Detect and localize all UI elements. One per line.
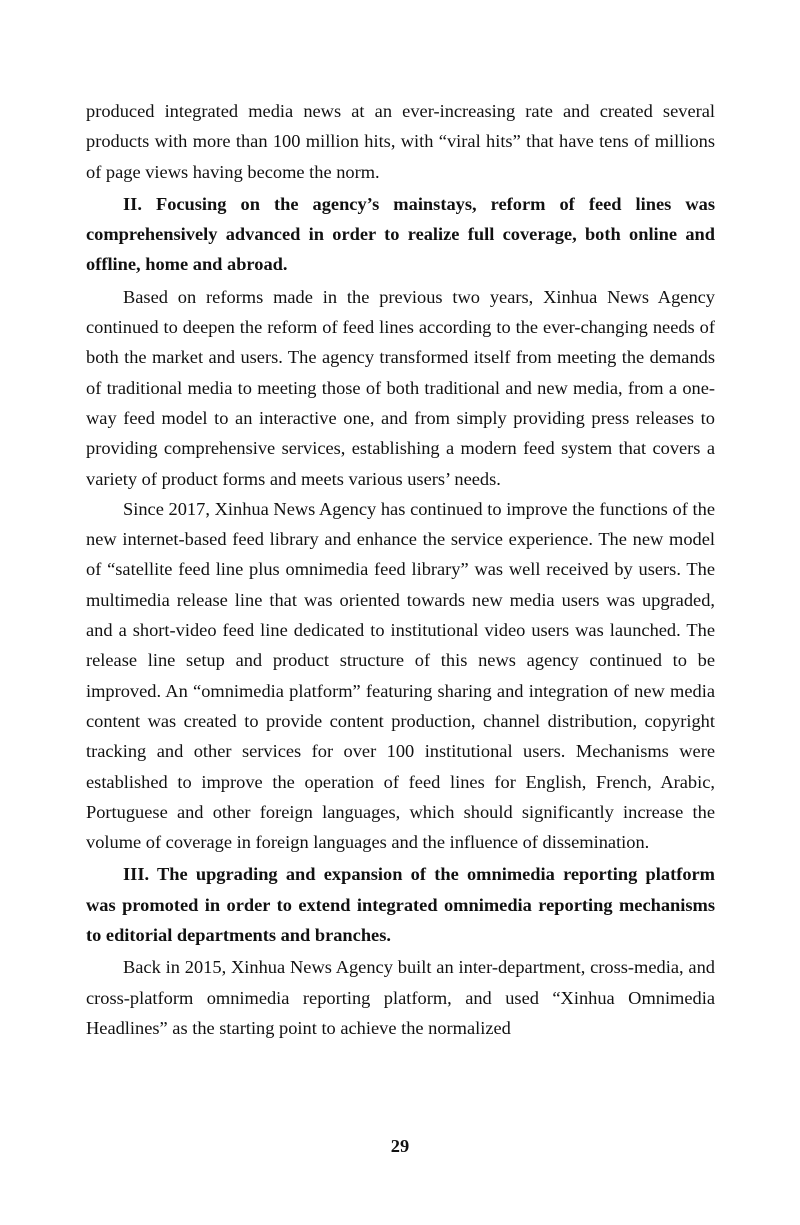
- paragraph-since-2017: Since 2017, Xinhua News Agency has continued to improve the functions of the new internet-based feed library and enhance the service experience. The new model of “satellite feed line plus omnimedia feed library” was well received by users. The multimedia release line that was oriented towards new media users was upgraded, and a short-video feed line dedicated to institutional video users was launched. The release line setup and product structure of this news agency continued to be improved. An “omnimedia platform” featuring sharing and integration of new media content was created to provide content production, channel distribution, copyright tracking and other services for over 100 institutional users. Mechanisms were established to improve the operation of feed lines for English, French, Arabic, Portuguese and other foreign languages, which should significantly increase the volume of coverage in foreign languages and the influence of dissemination.: [86, 498, 715, 853]
- page-body: [86, 96, 715, 1043]
- section-heading-iii: III. The upgrading and expansion of the omnimedia reporting platform was promoted in order to extend integrated omnimedia reporting mechanisms to editorial departments and branches.: [86, 864, 715, 946]
- paragraph-back-in-2015: Back in 2015, Xinhua News Agency built an inter-department, cross-media, and cross-platform omnimedia reporting platform, and used “Xinhua Omnimedia Headlines” as the starting point to achieve the normalized: [86, 957, 715, 1038]
- page-number: 29: [390, 1136, 410, 1156]
- paragraph-feed-reform: Based on reforms made in the previous two years, Xinhua News Agency continued to deepen the reform of feed lines according to the ever-changing needs of both the market and users. The agency transformed itself from meeting the demands of traditional media to meeting those of both traditional and new media, from a one-way feed model to an interactive one, and from simply providing press releases to providing comprehensive services, establishing a modern feed system that covers a variety of product forms and meets various users’ needs.: [86, 286, 715, 489]
- paragraph-continuation: produced integrated media news at an ever-increasing rate and created several products with more than 100 million hits, with “viral hits” that have tens of millions of page views having become the norm.: [86, 101, 715, 182]
- section-heading-ii: II. Focusing on the agency’s mainstays, reform of feed lines was comprehensively advanced in order to realize full coverage, both online and offline, home and abroad.: [86, 193, 715, 275]
